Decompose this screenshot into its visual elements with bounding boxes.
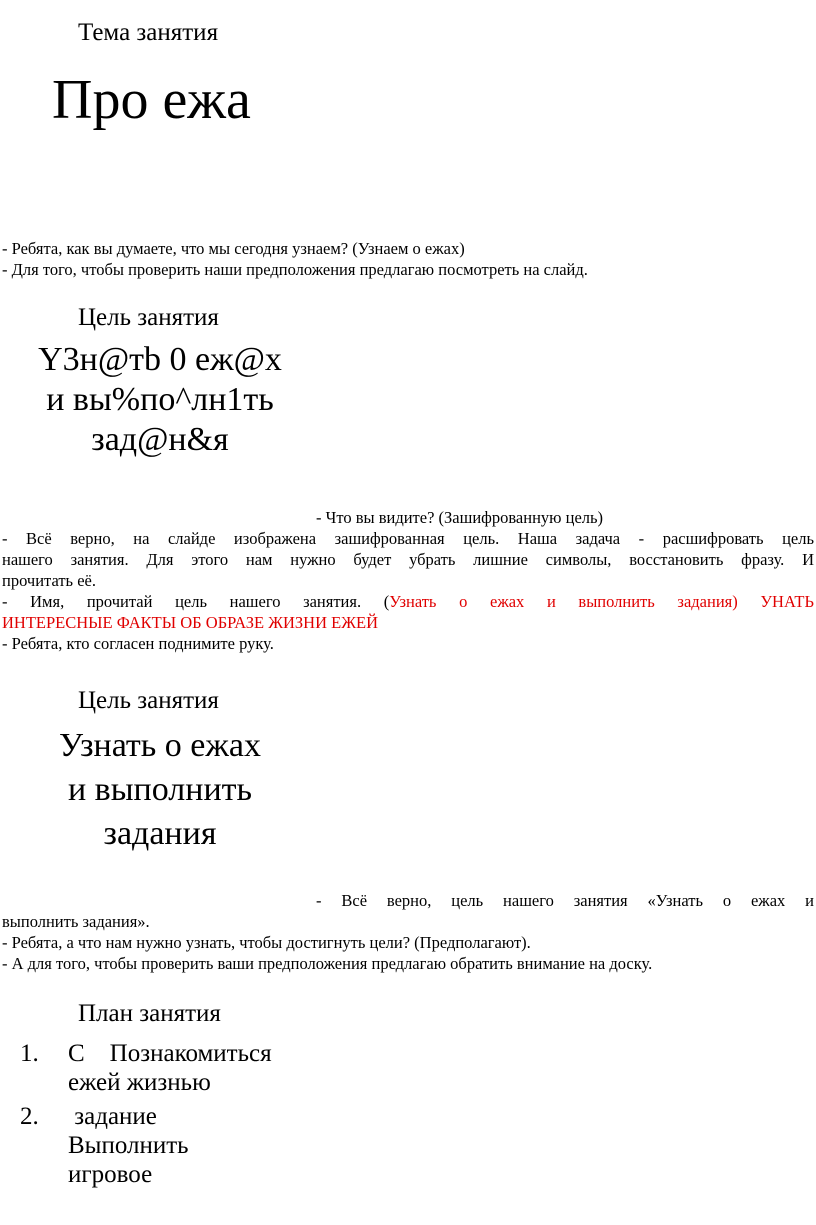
decode-paragraph [2, 507, 814, 654]
read-goal-answer-continued: ИНТЕРЕСНЫЕ ФАКТЫ ОБ ОБРАЗЕ ЖИЗНИ ЕЖЕЙ [2, 613, 378, 632]
plan-item-line: С Познакомиться [68, 1040, 272, 1067]
intro-slide-prompt: - Для того, чтобы проверить наши предположения предлагаю посмотреть на слайд. [2, 260, 588, 279]
encrypted-goal-line: Y3н@тb 0 еж@х [38, 341, 282, 378]
intro-paragraph [2, 238, 814, 280]
decoded-goal-text [0, 724, 320, 856]
confirm-goal-line: выполнить задания». [2, 912, 150, 931]
decoded-goal-line: Узнать о ежах [59, 727, 261, 764]
encrypted-goal-line: и вы%по^лн1ть [46, 381, 274, 418]
plan-item-line: ежей жизнью [68, 1069, 211, 1096]
look-at-board-line: - А для того, чтобы проверить ваши предположения предлагаю обратить внимание на доску. [2, 954, 653, 973]
decode-answer-line: прочитать её. [2, 571, 96, 590]
plan-intro-paragraph [2, 890, 814, 974]
plan-item-number: 1. [20, 1040, 39, 1067]
plan-item-text [68, 1102, 320, 1189]
what-to-learn-line: - Ребята, а что нам нужно узнать, чтобы достигнуть цели? (Предполагают). [2, 933, 531, 952]
decode-answer-line: нашего занятия. Для этого нам нужно будет убрать лишние символы, восстановить фразу. И [2, 550, 814, 569]
read-goal-answer: Узнать о ежах и выполнить задания) УНАТЬ [389, 592, 814, 611]
confirm-goal-line: - Всё верно, цель нашего занятия «Узнать о ежах и [316, 891, 814, 910]
decode-answer-line: - Всё верно, на слайде изображена зашифрованная цель. Наша задача - расшифровать цель [2, 529, 814, 548]
intro-question: - Ребята, как вы думаете, что мы сегодня узнаем? (Узнаем о ежах) [2, 239, 465, 258]
encrypted-goal-text [0, 340, 320, 460]
read-goal-line [2, 591, 814, 612]
plan-item-number: 2. [20, 1103, 39, 1130]
plan-item [20, 1102, 320, 1189]
slide-plan-heading: План занятия [78, 1000, 221, 1027]
slide-goal-heading-2: Цель занятия [78, 687, 219, 714]
slide-goal-heading: Цель занятия [78, 304, 219, 331]
slide-topic-title: Про ежа [52, 69, 251, 131]
decoded-goal-line: задания [103, 815, 217, 852]
plan-item-line: игровое [68, 1161, 153, 1188]
plan-item-line: Выполнить [68, 1132, 189, 1159]
raise-hands-line: - Ребята, кто согласен поднимите руку. [2, 634, 274, 653]
decoded-goal-line: и выполнить [67, 771, 253, 808]
encrypted-goal-line: зад@н&я [91, 421, 229, 458]
plan-item-text [68, 1039, 320, 1097]
plan-item-line: задание [68, 1103, 157, 1130]
read-goal-prefix: - Имя, прочитай цель нашего занятия. ( [2, 592, 390, 611]
slide-topic-heading: Тема занятия [78, 19, 219, 46]
decode-question: - Что вы видите? (Зашифрованную цель) [316, 508, 604, 527]
plan-item [20, 1039, 320, 1097]
